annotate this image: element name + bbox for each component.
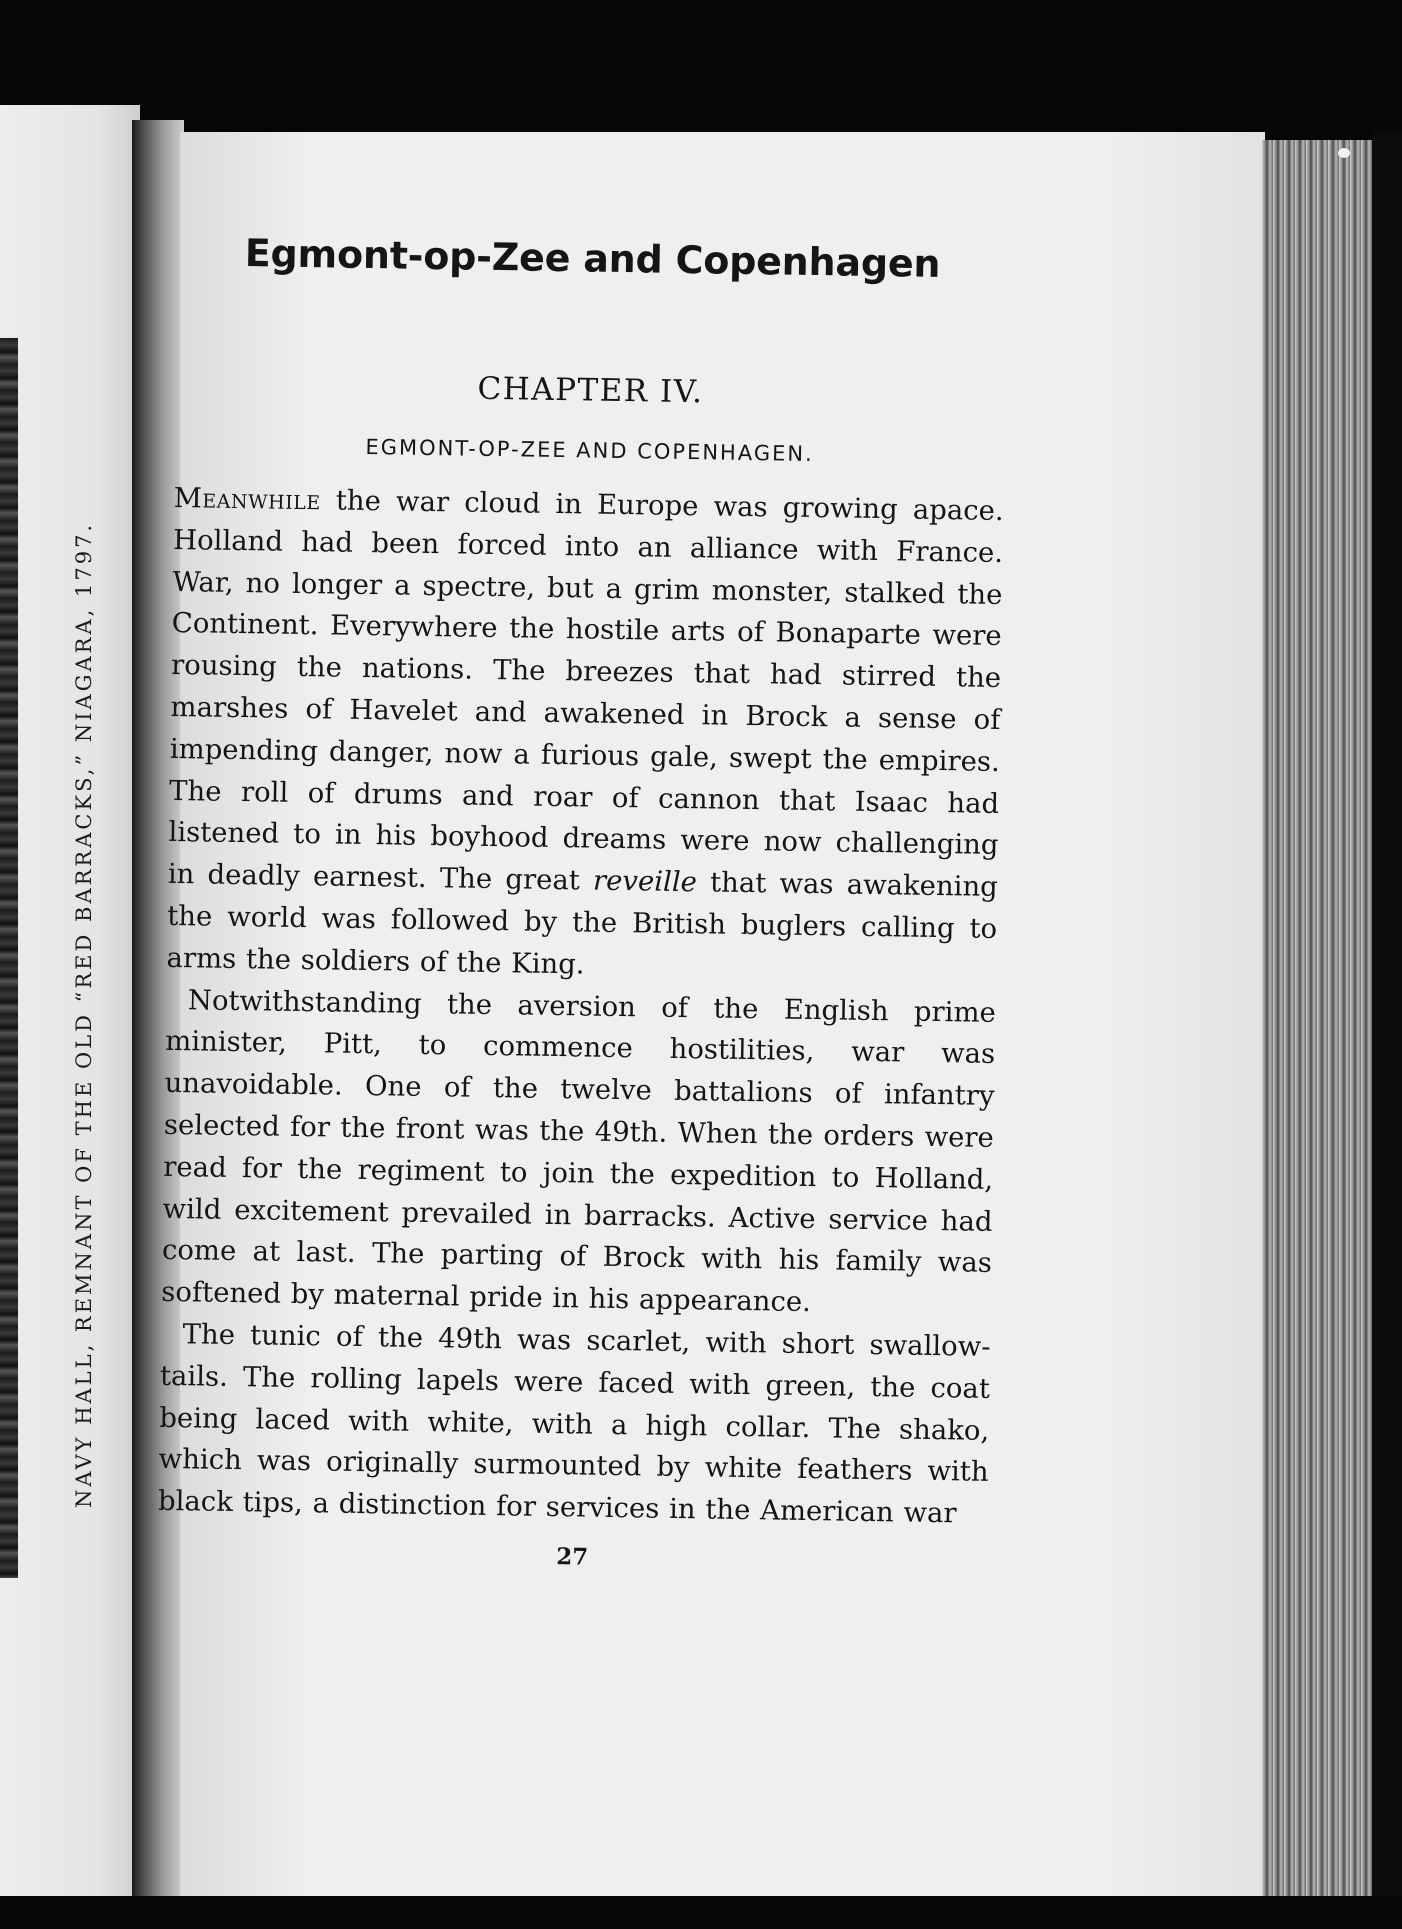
paragraph-1-text-b: that was awakening the world was followed by the British buglers calling to arms the soldiers of the King. [166,866,999,981]
background-dark-right [1372,130,1402,1929]
background-dark-top [0,0,1402,130]
background-dark-bottom [0,1896,1402,1929]
dust-speck [1338,148,1350,158]
photo-plate-edge [0,338,18,1578]
chapter-number: CHAPTER IV. [477,370,704,411]
facing-page [0,105,140,1905]
paragraph-3: The tunic of the 49th was scarlet, with short swallow-tails. The rolling lapels were faced with green, the coat being laced with white, with a high collar. The shako, which was originally surmounted by white feathers with black tips, a distinction for services in the American war [157,1318,991,1530]
paragraph-1 [166,478,1004,993]
paragraph-2: Notwithstanding the aversion of the English prime minister, Pitt, to commence hostilities, war was unavoidable. One of the twelve battalions of infantry selected for the front was the 49th. When the orders were read for the regiment to join the expedition to Holland, wild excitement prevailed in barracks. Active service had come at last. The parting of Brock with his family was softened by maternal pride in his appearance. [161,983,997,1319]
page-number: 27 [555,1543,589,1571]
text-block [157,230,1008,1577]
plate-caption: NAVY HALL, REMNANT OF THE OLD “RED BARRACKS,” NIAGARA, 1797. [72,521,96,1508]
page-edges [1262,140,1377,1910]
lead-word: Meanwhile [173,481,321,517]
paragraph-1-text-a: the war cloud in Europe was growing apace. Holland had been forced into an alliance with France. War, no longer a spectre, but a grim monster, stalked the Continent. Everywhere the hostile arts of Bonaparte were rousing the nations. The breezes that had stirred the marshes of Havelet and awakened in Brock a sense of impending danger, now a furious gale, swept the empires. The roll of drums and roar of cannon that Isaac had listened to in his boyhood dreams were now challenging in deadly earnest. The great [167,484,1004,897]
chapter-title: EGMONT-OP-ZEE AND COPENHAGEN. [365,434,814,467]
paragraph-1-emphasis: reveille [592,864,698,899]
running-head: Egmont-op-Zee and Copenhagen [244,231,941,286]
